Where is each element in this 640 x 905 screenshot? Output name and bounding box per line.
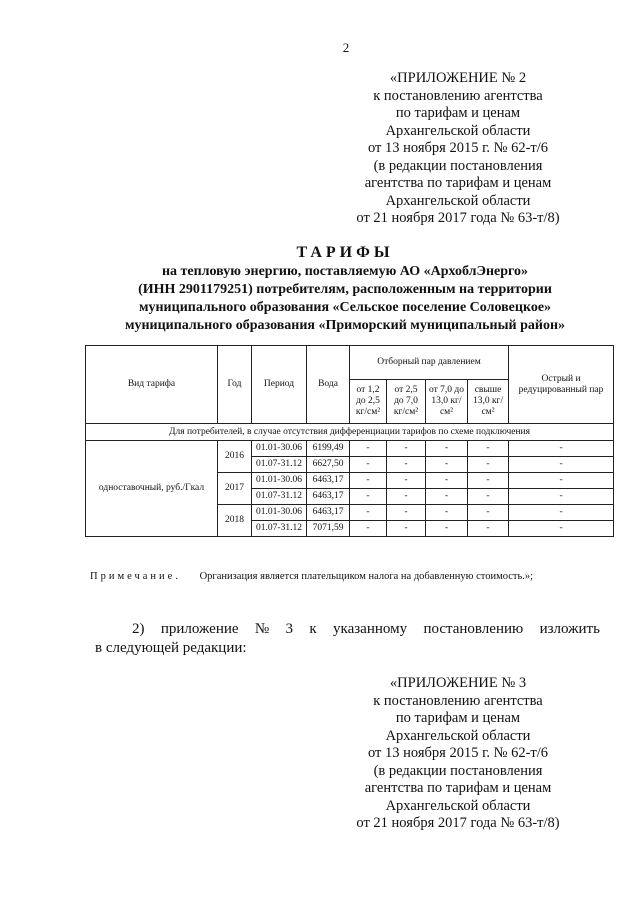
paragraph-word: изложить — [539, 621, 600, 637]
title-line: муниципального образования «Сельское поселение Соловецкое» — [138, 300, 552, 315]
paragraph-word: 2) — [132, 621, 145, 637]
appendix-3-header — [338, 675, 578, 833]
paragraph-word: к — [309, 621, 317, 637]
title-line: на тепловую энергию, поставляемую АО «АрхоблЭнерго» — [161, 264, 529, 279]
appendix-line: Архангельской области — [385, 122, 531, 139]
period-cell: 01.01-30.06 — [252, 473, 307, 489]
header-steam-4: свыше 13,0 кг/см² — [468, 380, 509, 424]
appendix-line: (в редакции постановления — [373, 762, 543, 779]
appendix-line: Архангельской области — [385, 192, 531, 209]
period-cell: 01.07-31.12 — [252, 457, 307, 473]
period-cell: 01.01-30.06 — [252, 441, 307, 457]
consumer-span-row: Для потребителей, в случае отсутствия дифференциации тарифов по схеме подключения — [86, 424, 614, 441]
steam-cell: - — [468, 441, 509, 457]
steam-cell: - — [426, 473, 468, 489]
steam-cell: - — [350, 505, 387, 521]
steam-cell: - — [468, 489, 509, 505]
paragraph-word: указанному — [333, 621, 408, 637]
water-cell: 6463,17 — [307, 505, 350, 521]
period-cell: 01.07-31.12 — [252, 489, 307, 505]
header-steam-group: Отборный пар давлением — [350, 346, 509, 380]
steam-cell: - — [350, 521, 387, 537]
water-cell: 7071,59 — [307, 521, 350, 537]
water-cell: 6627,50 — [307, 457, 350, 473]
appendix-line: к постановлению агентства — [373, 692, 543, 709]
year-cell: 2017 — [218, 473, 252, 505]
appendix-line: «ПРИЛОЖЕНИЕ № 2 — [389, 70, 527, 86]
header-steam-1: от 1,2 до 2,5 кг/см² — [350, 380, 387, 424]
steam-cell: - — [426, 457, 468, 473]
year-cell: 2018 — [218, 505, 252, 537]
appendix-line: по тарифам и ценам — [395, 105, 521, 121]
paragraph-word: приложение — [160, 621, 239, 637]
appendix-line: от 21 ноября 2017 года № 63-т/8) — [356, 815, 560, 831]
steam-cell: - — [468, 505, 509, 521]
sharp-steam-cell: - — [509, 457, 614, 473]
appendix-line: от 13 ноября 2015 г. № 62-т/6 — [367, 745, 549, 761]
year-cell: 2016 — [218, 441, 252, 473]
period-cell: 01.07-31.12 — [252, 521, 307, 537]
sharp-steam-cell: - — [509, 473, 614, 489]
steam-cell: - — [387, 473, 426, 489]
steam-cell: - — [468, 473, 509, 489]
header-year: Год — [218, 346, 252, 424]
steam-cell: - — [426, 505, 468, 521]
steam-cell: - — [387, 505, 426, 521]
water-cell: 6199,49 — [307, 441, 350, 457]
note-label: Примечание. — [90, 571, 181, 582]
steam-cell: - — [350, 489, 387, 505]
appendix-line: Архангельской области — [385, 797, 531, 814]
steam-cell: - — [426, 489, 468, 505]
table-note — [90, 571, 533, 582]
paragraph-item-2 — [95, 620, 600, 658]
steam-cell: - — [387, 489, 426, 505]
paragraph-line-2: в следующей редакции: — [95, 640, 247, 656]
header-steam-2: от 2,5 до 7,0 кг/см² — [387, 380, 426, 424]
title-main: ТАРИФЫ — [296, 244, 394, 261]
appendix-line: «ПРИЛОЖЕНИЕ № 3 — [389, 675, 527, 691]
steam-cell: - — [426, 441, 468, 457]
steam-cell: - — [426, 521, 468, 537]
appendix-line: агентства по тарифам и ценам — [364, 175, 552, 191]
appendix-2-header — [338, 70, 578, 228]
water-cell: 6463,17 — [307, 489, 350, 505]
appendix-line: по тарифам и ценам — [395, 710, 521, 726]
document-title — [60, 243, 630, 335]
paragraph-word: постановлению — [423, 621, 524, 637]
header-tariff-type: Вид тарифа — [86, 346, 218, 424]
steam-cell: - — [387, 441, 426, 457]
paragraph-line-1 — [95, 620, 600, 639]
sharp-steam-cell: - — [509, 441, 614, 457]
appendix-line: от 13 ноября 2015 г. № 62-т/6 — [367, 140, 549, 156]
header-sharp-steam: Острый и редуцированный пар — [509, 346, 614, 424]
note-text: Организация является плательщиком налога на добавленную стоимость.»; — [199, 571, 534, 582]
page-number: 2 — [342, 40, 350, 55]
tariff-name-cell: одноставочный, руб./Гкал — [86, 441, 218, 537]
steam-cell: - — [468, 521, 509, 537]
appendix-line: от 21 ноября 2017 года № 63-т/8) — [356, 210, 560, 226]
tariffs-table — [85, 345, 614, 537]
header-steam-3: от 7,0 до 13,0 кг/см² — [426, 380, 468, 424]
steam-cell: - — [350, 441, 387, 457]
water-cell: 6463,17 — [307, 473, 350, 489]
title-line: (ИНН 2901179251) потребителям, расположенным на территории — [138, 282, 552, 297]
steam-cell: - — [387, 457, 426, 473]
appendix-line: к постановлению агентства — [373, 87, 543, 104]
appendix-line: агентства по тарифам и ценам — [364, 780, 552, 796]
sharp-steam-cell: - — [509, 521, 614, 537]
table-row — [86, 441, 614, 457]
paragraph-word: 3 — [285, 621, 294, 637]
steam-cell: - — [387, 521, 426, 537]
steam-cell: - — [468, 457, 509, 473]
header-period: Период — [252, 346, 307, 424]
title-line: муниципального образования «Приморский муниципальный район» — [124, 318, 566, 333]
header-water: Вода — [307, 346, 350, 424]
paragraph-word: № — [254, 621, 270, 637]
appendix-line: Архангельской области — [385, 727, 531, 744]
steam-cell: - — [350, 473, 387, 489]
period-cell: 01.01-30.06 — [252, 505, 307, 521]
sharp-steam-cell: - — [509, 489, 614, 505]
appendix-line: (в редакции постановления — [373, 157, 543, 174]
steam-cell: - — [350, 457, 387, 473]
sharp-steam-cell: - — [509, 505, 614, 521]
